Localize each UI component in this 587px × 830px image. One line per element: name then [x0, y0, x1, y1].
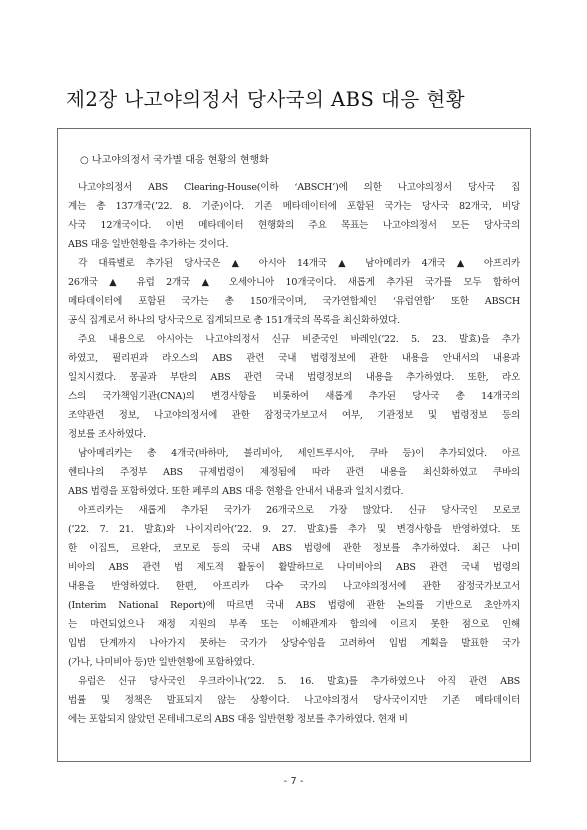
chapter-title: 제2장 나고야의정서 당사국의 ABS 대응 현황 [66, 88, 466, 111]
paragraph-line: 스의 국가책임기관(CNA)의 변경사항을 비롯하여 새롭게 추가된 당사국 총 14개국의 [68, 391, 520, 402]
paragraph-line: 26개국 ▲ 유럽 2개국 ▲ 오세아니아 10개국이다. 새롭게 추가된 국가를 모두 합하여 [68, 277, 520, 288]
paragraph-line: 공식 집계로서 하나의 당사국으로 집계되므로 총 151개국의 목록을 최신화하였다. [68, 315, 400, 326]
paragraph-line: 에는 포함되지 않았던 몬테네그로의 ABS 대응 일반현황 정보를 추가하였다. 현재 비 [68, 714, 408, 725]
paragraph-line: 법률 및 정책은 발표되지 않는 상황이다. 나고야의정서 당사국이지만 기존 메타데이터 [68, 695, 520, 706]
paragraph-line: (가나, 나미비아 등)만 일반현황에 포함하였다. [68, 657, 255, 668]
paragraph-line: 한 이집트, 르완다, 코모로 등의 국내 ABS 법령에 관한 정보를 추가하였다. 최근 나미 [68, 543, 520, 554]
paragraph-line: 비아의 ABS 관련 법 제도적 활동이 활발하므로 나미비아의 ABS 관련 국내 법령의 [68, 562, 520, 573]
paragraph-line: 헨티나의 주정부 ABS 규제법령이 제정됨에 따라 관련 내용을 최신화하였고 쿠바의 [68, 467, 520, 478]
paragraph-line: 일치시켰다. 몽골과 부탄의 ABS 관련 국내 법령정보의 내용을 추가하였다. 또한, 라오 [68, 372, 520, 383]
paragraph-line: 정보를 조사하였다. [68, 429, 146, 440]
paragraph-line: 사국 12개국이다. 이번 메타데이터 현행화의 주요 목표는 나고야의정서 모든 당사국의 [68, 220, 520, 231]
paragraph-line: 내용을 반영하였다. 한편, 아프리카 다수 국가의 나고야의정서에 관한 잠정국가보고서 [68, 581, 520, 592]
section-heading: ○ 나고야의정서 국가별 대응 현황의 현행화 [80, 155, 269, 166]
paragraph-line: 남아메리카는 총 4개국(바하마, 볼리비아, 세인트루시아, 쿠바 등)이 추가되었다. 아르 [78, 448, 520, 459]
paragraph-line: 각 대륙별로 추가된 당사국은 ▲ 아시아 14개국 ▲ 남아메리카 4개국 ▲ 아프리카 [78, 258, 520, 269]
paragraph-line: 아프리카는 새롭게 추가된 국가가 26개국으로 가장 많았다. 신규 당사국인 모로코 [78, 505, 520, 516]
body-text [68, 178, 520, 729]
paragraph-line: 주요 내용으로 아시아는 나고야의정서 신규 비준국인 바레인(’22. 5. 23. 발효)을 추가 [78, 334, 520, 345]
page-number: - 7 - [283, 776, 304, 787]
paragraph-line: 계는 총 137개국(’22. 8. 기준)이다. 기존 메타데이터에 포함된 국가는 당사국 82개국, 비당 [68, 201, 520, 212]
paragraph-line: 하였고, 필리핀과 라오스의 ABS 관련 국내 법령정보에 관한 내용을 안내서의 내용과 [68, 353, 520, 364]
paragraph-line: 나고야의정서 ABS Clearing-House(이하 ‘ABSCH’)에 의한 나고야의정서 당사국 집 [78, 182, 520, 193]
paragraph-line: 조약관련 정보, 나고야의정서에 관한 잠정국가보고서 여부, 기관정보 및 법령정보 등의 [68, 410, 520, 421]
paragraph-line: ABS 법령을 포함하였다. 또한 페루의 ABS 대응 현황을 안내서 내용과 일치시켰다. [68, 486, 404, 497]
paragraph-line: 메타데이터에 포함된 국가는 총 150개국이며, 국가연합체인 ‘유럽연합’ 또한 ABSCH [68, 296, 520, 307]
paragraph-line: 는 마련되었으나 재정 지원의 부족 또는 이해관계자 합의에 이르지 못한 점으로 인해 [68, 619, 520, 630]
paragraph-line: (’22. 7. 21. 발효)와 나이지리아(’22. 9. 27. 발효)를 추가 및 변경사항을 반영하였다. 또 [68, 524, 520, 535]
content-box [57, 128, 531, 762]
paragraph-line: 입법 단계까지 나아가지 못하는 국가가 상당수임을 고려하여 입법 계획을 발표한 국가 [68, 638, 520, 649]
paragraph-line: ABS 대응 일반현황을 추가하는 것이다. [68, 239, 229, 250]
paragraph-line: (Interim National Report)에 따르면 국내 ABS 법령에 관한 논의를 기반으로 초안까지 [68, 600, 520, 611]
paragraph-line: 유럽은 신규 당사국인 우크라이나(’22. 5. 16. 발효)를 추가하였으나 아직 관련 ABS [78, 676, 520, 687]
